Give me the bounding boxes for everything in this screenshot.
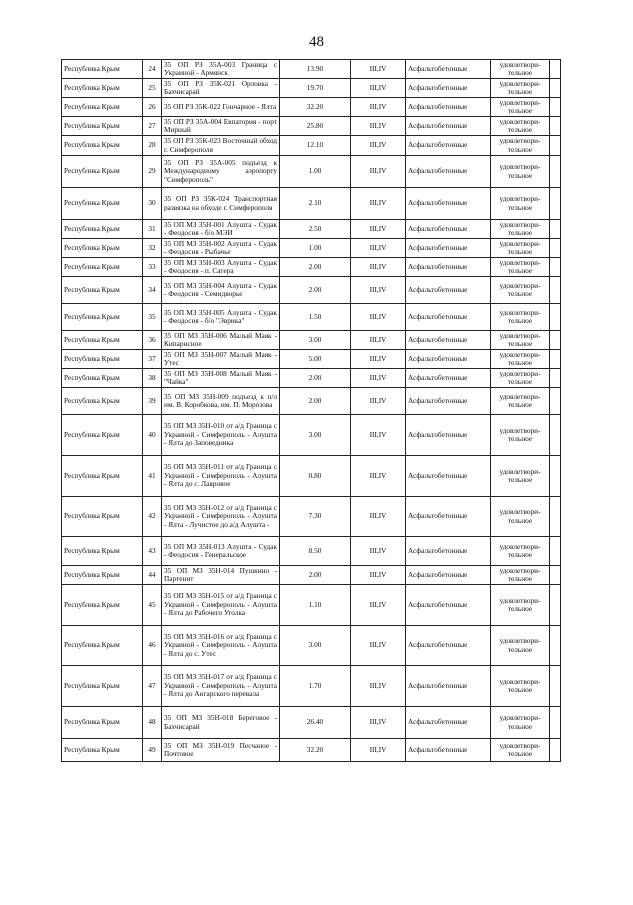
state-cell: удовлетвори-тельное — [491, 220, 550, 239]
length-cell: 7.30 — [280, 497, 351, 537]
length-cell: 1.50 — [280, 304, 351, 331]
empty-cell — [550, 239, 561, 258]
category-cell: III,IV — [351, 666, 406, 707]
empty-cell — [550, 388, 561, 415]
row-number-cell: 46 — [143, 626, 162, 666]
region-cell: Республика Крым — [62, 497, 143, 537]
row-number-cell: 44 — [143, 566, 162, 585]
empty-cell — [550, 117, 561, 136]
state-cell: удовлетвори-тельное — [491, 566, 550, 585]
region-cell: Республика Крым — [62, 60, 143, 79]
surface-cell: Асфальтобетонные — [406, 331, 491, 350]
surface-cell: Асфальтобетонные — [406, 456, 491, 497]
state-cell: удовлетвори-тельное — [491, 60, 550, 79]
empty-cell — [550, 136, 561, 156]
table-row — [62, 537, 561, 566]
table-row — [62, 415, 561, 456]
length-cell: 2.00 — [280, 566, 351, 585]
road-name-cell: 35 ОП МЗ 35Н-001 Алушта - Судак - Феодосия - б/о МЭИ — [162, 220, 280, 239]
empty-cell — [550, 188, 561, 220]
road-name-cell: 35 ОП МЗ 35Н-006 Малый Маяк - Кипарисное — [162, 331, 280, 350]
row-number-cell: 28 — [143, 136, 162, 156]
row-number-cell: 39 — [143, 388, 162, 415]
row-number-cell: 24 — [143, 60, 162, 79]
region-cell: Республика Крым — [62, 739, 143, 762]
table-row — [62, 117, 561, 136]
surface-cell: Асфальтобетонные — [406, 585, 491, 626]
roads-table — [61, 59, 561, 762]
row-number-cell: 35 — [143, 304, 162, 331]
category-cell: III,IV — [351, 304, 406, 331]
length-cell: 2.00 — [280, 258, 351, 277]
table-row — [62, 304, 561, 331]
state-cell: удовлетвори-тельное — [491, 156, 550, 188]
road-name-cell: 35 ОП РЗ 35К-024 Транспортная развязка на обходе г. Симферополя — [162, 188, 280, 220]
table-row — [62, 566, 561, 585]
road-name-cell: 35 ОП МЗ 35Н-018 Береговое - Бахчисарай — [162, 707, 280, 739]
category-cell: III,IV — [351, 739, 406, 762]
road-name-cell: 35 ОП МЗ 35Н-002 Алушта - Судак - Феодосия - Рыбачье — [162, 239, 280, 258]
empty-cell — [550, 415, 561, 456]
region-cell: Республика Крым — [62, 239, 143, 258]
length-cell: 1.10 — [280, 585, 351, 626]
row-number-cell: 31 — [143, 220, 162, 239]
row-number-cell: 25 — [143, 79, 162, 98]
category-cell: III,IV — [351, 537, 406, 566]
category-cell: III,IV — [351, 220, 406, 239]
surface-cell: Асфальтобетонные — [406, 136, 491, 156]
road-name-cell: 35 ОП МЗ 35Н-009 подъезд к п/л им. В. Коробкова, им. П. Морозова — [162, 388, 280, 415]
length-cell: 8.50 — [280, 537, 351, 566]
road-name-cell: 35 ОП РЗ 35А-003 Граница с Украиной - Армянск — [162, 60, 280, 79]
road-name-cell: 35 ОП МЗ 35Н-013 Алушта - Судак - Феодосия - Генеральское — [162, 537, 280, 566]
region-cell: Республика Крым — [62, 666, 143, 707]
road-name-cell: 35 ОП МЗ 35Н-015 от а/д Граница с Украиной - Симферополь - Алушта - Ялта до Рабочего Уголка — [162, 585, 280, 626]
region-cell: Республика Крым — [62, 537, 143, 566]
table-row — [62, 369, 561, 388]
surface-cell: Асфальтобетонные — [406, 626, 491, 666]
state-cell: удовлетвори-тельное — [491, 666, 550, 707]
empty-cell — [550, 585, 561, 626]
row-number-cell: 48 — [143, 707, 162, 739]
region-cell: Республика Крым — [62, 117, 143, 136]
road-name-cell: 35 ОП МЗ 35Н-010 от а/д Граница с Украиной - Симферополь - Алушта - Ялта до Заповедника — [162, 415, 280, 456]
table-row — [62, 739, 561, 762]
state-cell: удовлетвори-тельное — [491, 707, 550, 739]
row-number-cell: 49 — [143, 739, 162, 762]
surface-cell: Асфальтобетонные — [406, 277, 491, 304]
empty-cell — [550, 220, 561, 239]
empty-cell — [550, 537, 561, 566]
category-cell: III,IV — [351, 258, 406, 277]
table-row — [62, 350, 561, 369]
category-cell: III,IV — [351, 350, 406, 369]
road-name-cell: 35 ОП МЗ 35Н-019 Песчаное - Почтовое — [162, 739, 280, 762]
region-cell: Республика Крым — [62, 220, 143, 239]
length-cell: 26.40 — [280, 707, 351, 739]
empty-cell — [550, 331, 561, 350]
state-cell: удовлетвори-тельное — [491, 585, 550, 626]
road-name-cell: 35 ОП МЗ 35Н-012 от а/д Граница с Украиной - Симферополь - Алушта - Ялта - Лучистое до а/д Алушта - — [162, 497, 280, 537]
category-cell: III,IV — [351, 79, 406, 98]
empty-cell — [550, 79, 561, 98]
row-number-cell: 36 — [143, 331, 162, 350]
table-row — [62, 585, 561, 626]
row-number-cell: 40 — [143, 415, 162, 456]
region-cell: Республика Крым — [62, 566, 143, 585]
state-cell: удовлетвори-тельное — [491, 350, 550, 369]
road-name-cell: 35 ОП МЗ 35Н-014 Пушкино - Партенит — [162, 566, 280, 585]
row-number-cell: 33 — [143, 258, 162, 277]
state-cell: удовлетвори-тельное — [491, 369, 550, 388]
row-number-cell: 38 — [143, 369, 162, 388]
length-cell: 3.00 — [280, 415, 351, 456]
table-row — [62, 156, 561, 188]
region-cell: Республика Крым — [62, 304, 143, 331]
road-name-cell: 35 ОП РЗ 35К-022 Гончарное - Ялта — [162, 98, 280, 117]
surface-cell: Асфальтобетонные — [406, 117, 491, 136]
surface-cell: Асфальтобетонные — [406, 566, 491, 585]
empty-cell — [550, 277, 561, 304]
state-cell: удовлетвори-тельное — [491, 456, 550, 497]
table-row — [62, 188, 561, 220]
table-row — [62, 331, 561, 350]
length-cell: 13.90 — [280, 60, 351, 79]
empty-cell — [550, 60, 561, 79]
surface-cell: Асфальтобетонные — [406, 188, 491, 220]
table-row — [62, 388, 561, 415]
road-name-cell: 35 ОП МЗ 35Н-008 Малый Маяк - "Чайка" — [162, 369, 280, 388]
category-cell: III,IV — [351, 369, 406, 388]
row-number-cell: 34 — [143, 277, 162, 304]
table-row — [62, 626, 561, 666]
state-cell: удовлетвори-тельное — [491, 188, 550, 220]
road-name-cell: 35 ОП МЗ 35Н-011 от а/д Граница с Украиной - Симферополь - Алушта - Ялта до с. Лавровое — [162, 456, 280, 497]
empty-cell — [550, 707, 561, 739]
surface-cell: Асфальтобетонные — [406, 497, 491, 537]
table-row — [62, 456, 561, 497]
table-row — [62, 79, 561, 98]
category-cell: III,IV — [351, 415, 406, 456]
surface-cell: Асфальтобетонные — [406, 739, 491, 762]
surface-cell: Асфальтобетонные — [406, 258, 491, 277]
empty-cell — [550, 626, 561, 666]
category-cell: III,IV — [351, 497, 406, 537]
empty-cell — [550, 566, 561, 585]
empty-cell — [550, 156, 561, 188]
length-cell: 5.00 — [280, 350, 351, 369]
road-name-cell: 35 ОП РЗ 35А-005 подъезд к Международному аэропорту "Симферополь" — [162, 156, 280, 188]
empty-cell — [550, 98, 561, 117]
state-cell: удовлетвори-тельное — [491, 739, 550, 762]
road-name-cell: 35 ОП РЗ 35А-004 Евпатория - порт Мирный — [162, 117, 280, 136]
empty-cell — [550, 456, 561, 497]
state-cell: удовлетвори-тельное — [491, 136, 550, 156]
row-number-cell: 43 — [143, 537, 162, 566]
region-cell: Республика Крым — [62, 388, 143, 415]
region-cell: Республика Крым — [62, 626, 143, 666]
length-cell: 0.80 — [280, 456, 351, 497]
table-row — [62, 666, 561, 707]
surface-cell: Асфальтобетонные — [406, 388, 491, 415]
region-cell: Республика Крым — [62, 331, 143, 350]
surface-cell: Асфальтобетонные — [406, 60, 491, 79]
region-cell: Республика Крым — [62, 188, 143, 220]
length-cell: 2.00 — [280, 369, 351, 388]
surface-cell: Асфальтобетонные — [406, 239, 491, 258]
empty-cell — [550, 739, 561, 762]
road-name-cell: 35 ОП МЗ 35Н-004 Алушта - Судак - Феодосия - Семидворье — [162, 277, 280, 304]
state-cell: удовлетвори-тельное — [491, 497, 550, 537]
state-cell: удовлетвори-тельное — [491, 239, 550, 258]
length-cell: 2.00 — [280, 277, 351, 304]
surface-cell: Асфальтобетонные — [406, 707, 491, 739]
category-cell: III,IV — [351, 239, 406, 258]
state-cell: удовлетвори-тельное — [491, 415, 550, 456]
region-cell: Республика Крым — [62, 415, 143, 456]
state-cell: удовлетвори-тельное — [491, 117, 550, 136]
road-name-cell: 35 ОП РЗ 35К-021 Орловка - Бахчисарай — [162, 79, 280, 98]
table-row — [62, 707, 561, 739]
row-number-cell: 29 — [143, 156, 162, 188]
region-cell: Республика Крым — [62, 258, 143, 277]
row-number-cell: 45 — [143, 585, 162, 626]
length-cell: 3.00 — [280, 626, 351, 666]
category-cell: III,IV — [351, 456, 406, 497]
empty-cell — [550, 497, 561, 537]
region-cell: Республика Крым — [62, 79, 143, 98]
row-number-cell: 41 — [143, 456, 162, 497]
category-cell: III,IV — [351, 331, 406, 350]
row-number-cell: 47 — [143, 666, 162, 707]
empty-cell — [550, 304, 561, 331]
length-cell: 1.00 — [280, 156, 351, 188]
state-cell: удовлетвори-тельное — [491, 258, 550, 277]
state-cell: удовлетвори-тельное — [491, 331, 550, 350]
surface-cell: Асфальтобетонные — [406, 666, 491, 707]
row-number-cell: 37 — [143, 350, 162, 369]
table-row — [62, 258, 561, 277]
region-cell: Республика Крым — [62, 277, 143, 304]
table-row — [62, 136, 561, 156]
row-number-cell: 42 — [143, 497, 162, 537]
row-number-cell: 27 — [143, 117, 162, 136]
category-cell: III,IV — [351, 566, 406, 585]
surface-cell: Асфальтобетонные — [406, 350, 491, 369]
length-cell: 2.00 — [280, 388, 351, 415]
category-cell: III,IV — [351, 277, 406, 304]
length-cell: 12.10 — [280, 136, 351, 156]
length-cell: 1.00 — [280, 239, 351, 258]
road-name-cell: 35 ОП МЗ 35Н-017 от а/д Граница с Украиной - Симферополь - Алушта - Ялта до Ангарского перевала — [162, 666, 280, 707]
state-cell: удовлетвори-тельное — [491, 304, 550, 331]
table-row — [62, 220, 561, 239]
category-cell: III,IV — [351, 136, 406, 156]
table-row — [62, 497, 561, 537]
table-row — [62, 60, 561, 79]
page-number: 48 — [309, 34, 324, 50]
road-name-cell: 35 ОП МЗ 35Н-003 Алушта - Судак - Феодосия - п. Сатера — [162, 258, 280, 277]
surface-cell: Асфальтобетонные — [406, 537, 491, 566]
table-row — [62, 98, 561, 117]
surface-cell: Асфальтобетонные — [406, 98, 491, 117]
road-name-cell: 35 ОП МЗ 35Н-005 Алушта - Судак - Феодосия - б/о "Эврика" — [162, 304, 280, 331]
road-name-cell: 35 ОП РЗ 35К-023 Восточный обход г. Симферополя — [162, 136, 280, 156]
region-cell: Республика Крым — [62, 98, 143, 117]
length-cell: 19.70 — [280, 79, 351, 98]
length-cell: 1.70 — [280, 666, 351, 707]
category-cell: III,IV — [351, 98, 406, 117]
length-cell: 25.80 — [280, 117, 351, 136]
state-cell: удовлетвори-тельное — [491, 626, 550, 666]
row-number-cell: 26 — [143, 98, 162, 117]
surface-cell: Асфальтобетонные — [406, 220, 491, 239]
category-cell: III,IV — [351, 707, 406, 739]
state-cell: удовлетвори-тельное — [491, 79, 550, 98]
category-cell: III,IV — [351, 388, 406, 415]
state-cell: удовлетвори-тельное — [491, 388, 550, 415]
surface-cell: Асфальтобетонные — [406, 304, 491, 331]
category-cell: III,IV — [351, 585, 406, 626]
state-cell: удовлетвори-тельное — [491, 98, 550, 117]
state-cell: удовлетвори-тельное — [491, 537, 550, 566]
category-cell: III,IV — [351, 156, 406, 188]
category-cell: III,IV — [351, 188, 406, 220]
surface-cell: Асфальтобетонные — [406, 79, 491, 98]
state-cell: удовлетвори-тельное — [491, 277, 550, 304]
empty-cell — [550, 369, 561, 388]
empty-cell — [550, 666, 561, 707]
table-row — [62, 277, 561, 304]
region-cell: Республика Крым — [62, 156, 143, 188]
region-cell: Республика Крым — [62, 585, 143, 626]
category-cell: III,IV — [351, 117, 406, 136]
length-cell: 3.00 — [280, 331, 351, 350]
length-cell: 2.50 — [280, 220, 351, 239]
category-cell: III,IV — [351, 626, 406, 666]
region-cell: Республика Крым — [62, 456, 143, 497]
length-cell: 2.10 — [280, 188, 351, 220]
region-cell: Республика Крым — [62, 136, 143, 156]
region-cell: Республика Крым — [62, 369, 143, 388]
table-row — [62, 239, 561, 258]
road-name-cell: 35 ОП МЗ 35Н-016 от а/д Граница с Украиной - Симферополь - Алушта - Ялта до с. Утес — [162, 626, 280, 666]
row-number-cell: 30 — [143, 188, 162, 220]
length-cell: 32.20 — [280, 98, 351, 117]
surface-cell: Асфальтобетонные — [406, 415, 491, 456]
road-name-cell: 35 ОП МЗ 35Н-007 Малый Маяк - Утес — [162, 350, 280, 369]
category-cell: III,IV — [351, 60, 406, 79]
region-cell: Республика Крым — [62, 707, 143, 739]
region-cell: Республика Крым — [62, 350, 143, 369]
surface-cell: Асфальтобетонные — [406, 369, 491, 388]
length-cell: 32.20 — [280, 739, 351, 762]
empty-cell — [550, 350, 561, 369]
surface-cell: Асфальтобетонные — [406, 156, 491, 188]
row-number-cell: 32 — [143, 239, 162, 258]
empty-cell — [550, 258, 561, 277]
